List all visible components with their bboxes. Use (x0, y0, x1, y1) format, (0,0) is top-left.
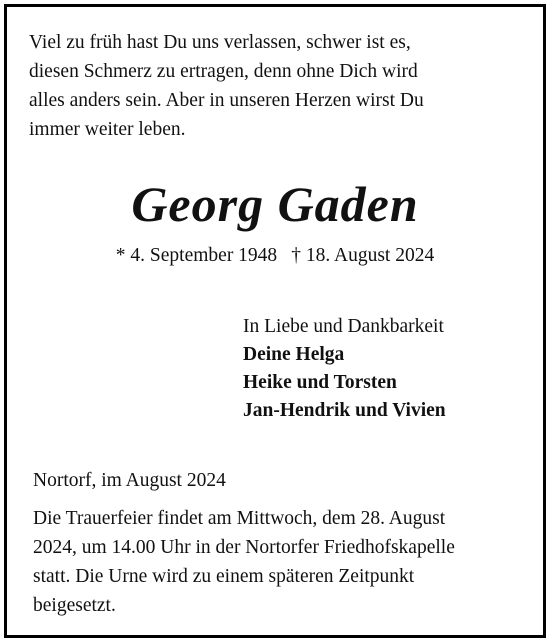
intro-line: diesen Schmerz zu ertragen, denn ohne Dich wird (29, 61, 418, 82)
funeral-info (33, 504, 523, 620)
funeral-line: 2024, um 14.00 Uhr in der Nortorfer Friedhofskapelle (33, 537, 455, 558)
life-dates (0, 243, 550, 269)
birth-date: * 4. September 1948 (115, 245, 278, 266)
intro-line: alles anders sein. Aber in unseren Herzen wirst Du (29, 90, 424, 111)
intro-line: Viel zu früh hast Du uns verlassen, schwer ist es, (29, 32, 411, 53)
death-date: † 18. August 2024 (291, 245, 435, 266)
deceased-name: Georg Gaden (131, 176, 419, 232)
mourner-name: Deine Helga (243, 344, 345, 365)
funeral-line: statt. Die Urne wird zu einem späteren Zeitpunkt (33, 566, 415, 587)
intro-verse (29, 28, 509, 144)
mourners-block (243, 313, 446, 425)
funeral-line: beigesetzt. (33, 595, 116, 616)
mourner-name: Heike und Torsten (243, 372, 397, 393)
mourner-name: Jan-Hendrik und Vivien (243, 400, 446, 421)
intro-line: immer weiter leben. (29, 119, 186, 140)
funeral-line: Die Trauerfeier findet am Mittwoch, dem 28. August (33, 508, 446, 529)
mourners-intro: In Liebe und Dankbarkeit (243, 316, 444, 337)
place-date: Nortorf, im August 2024 (33, 470, 226, 491)
